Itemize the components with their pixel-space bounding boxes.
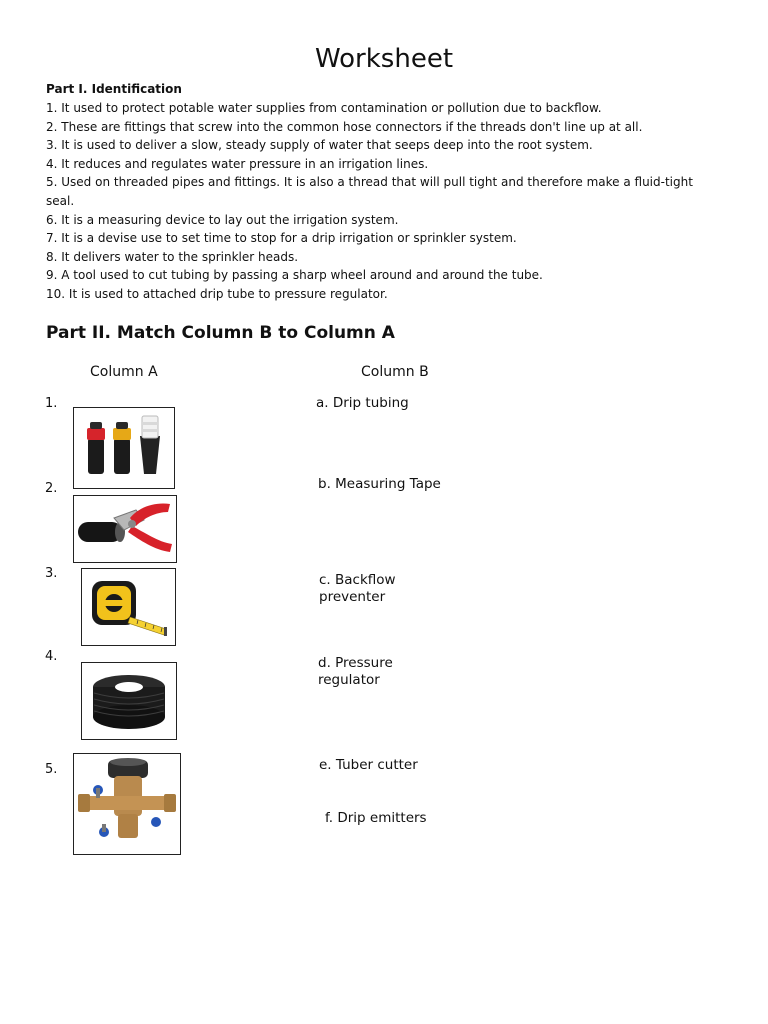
drip-tubing-coil-image [81,662,177,740]
option-b: b. Measuring Tape [318,476,441,492]
question-item: 4. It reduces and regulates water pressure in an irrigation lines. [46,156,429,171]
question-list [46,99,706,304]
option-a: a. Drip tubing [316,395,409,411]
question-item: 2. These are fittings that screw into the common hose connectors if the threads don't line up at all. [46,119,643,134]
question-item: 6. It is a measuring device to lay out the irrigation system. [46,212,399,227]
question-item: 8. It delivers water to the sprinkler heads. [46,249,299,264]
backflow-preventer-image [73,753,181,855]
option-d: d. Pressure regulator [318,655,393,688]
worksheet-title: Worksheet [314,44,454,74]
measuring-tape-image [81,568,176,646]
option-f: f. Drip emitters [325,810,427,826]
question-item: 3. It is used to deliver a slow, steady supply of water that seeps deep into the root system. [46,138,593,153]
option-e: e. Tuber cutter [319,757,418,773]
question-item: 1. It used to protect potable water supplies from contamination or pollution due to backflow. [46,101,602,115]
tube-cutter-image [73,495,177,563]
item-number-1: 1. [45,396,58,411]
item-number-5: 5. [45,762,58,777]
drip-emitters-image [73,407,175,489]
item-number-4: 4. [45,649,58,664]
question-item: 5. Used on threaded pipes and fittings. It is also a thread that will pull tight and therefore make a fluid-tight seal. [46,175,693,208]
question-item: 9. A tool used to cut tubing by passing a sharp wheel around and around the tube. [46,268,543,283]
item-number-3: 3. [45,566,58,581]
part1-heading: Part I. Identification [46,82,182,96]
column-a-header: Column A [90,364,158,380]
question-item: 7. It is a devise use to set time to stop for a drip irrigation or sprinkler system. [46,231,517,246]
question-item: 10. It is used to attached drip tube to pressure regulator. [46,286,388,301]
column-b-header: Column B [361,364,429,380]
part2-heading: Part II. Match Column B to Column A [46,323,395,343]
item-number-2: 2. [45,481,58,496]
option-c: c. Backflow preventer [319,572,396,605]
